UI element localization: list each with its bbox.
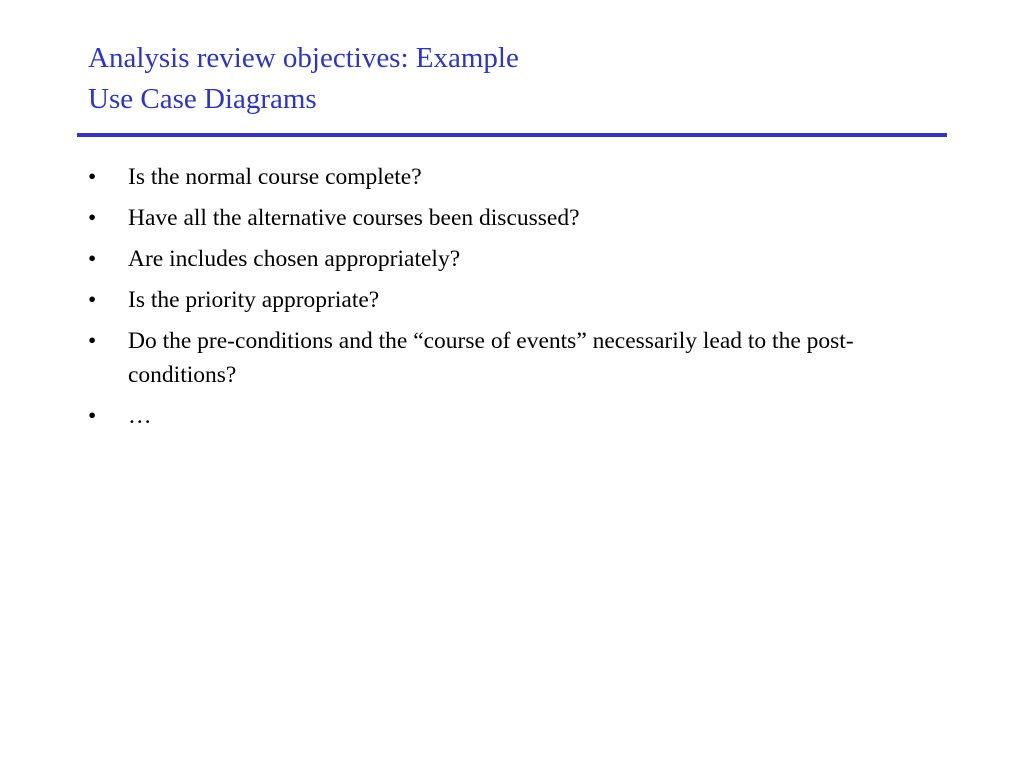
- bullet-text: Are includes chosen appropriately?: [128, 246, 461, 272]
- bullet-icon: •: [88, 328, 97, 354]
- title-divider: [77, 133, 947, 137]
- bullet-item: [86, 283, 926, 317]
- title-line-1: Analysis review objectives: Example: [88, 42, 519, 74]
- bullet-text: Do the pre-conditions and the “course of events” necessarily lead to the post-conditions?: [128, 328, 854, 388]
- bullet-text: Is the normal course complete?: [128, 164, 422, 190]
- bullet-item: [86, 399, 926, 433]
- bullet-text: Have all the alternative courses been discussed?: [128, 205, 580, 231]
- bullet-icon: •: [88, 403, 97, 429]
- bullet-list: [86, 160, 926, 440]
- bullet-text: …: [128, 403, 152, 429]
- bullet-icon: •: [88, 287, 97, 313]
- title-line-2: Use Case Diagrams: [88, 83, 317, 115]
- bullet-icon: •: [88, 246, 97, 272]
- bullet-icon: •: [88, 164, 97, 190]
- bullet-item: [86, 201, 926, 235]
- bullet-item: [86, 242, 926, 276]
- bullet-item: [86, 160, 926, 194]
- bullet-item: [86, 324, 926, 392]
- bullet-icon: •: [88, 205, 97, 231]
- bullet-text: Is the priority appropriate?: [128, 287, 380, 313]
- slide-title: [88, 38, 948, 120]
